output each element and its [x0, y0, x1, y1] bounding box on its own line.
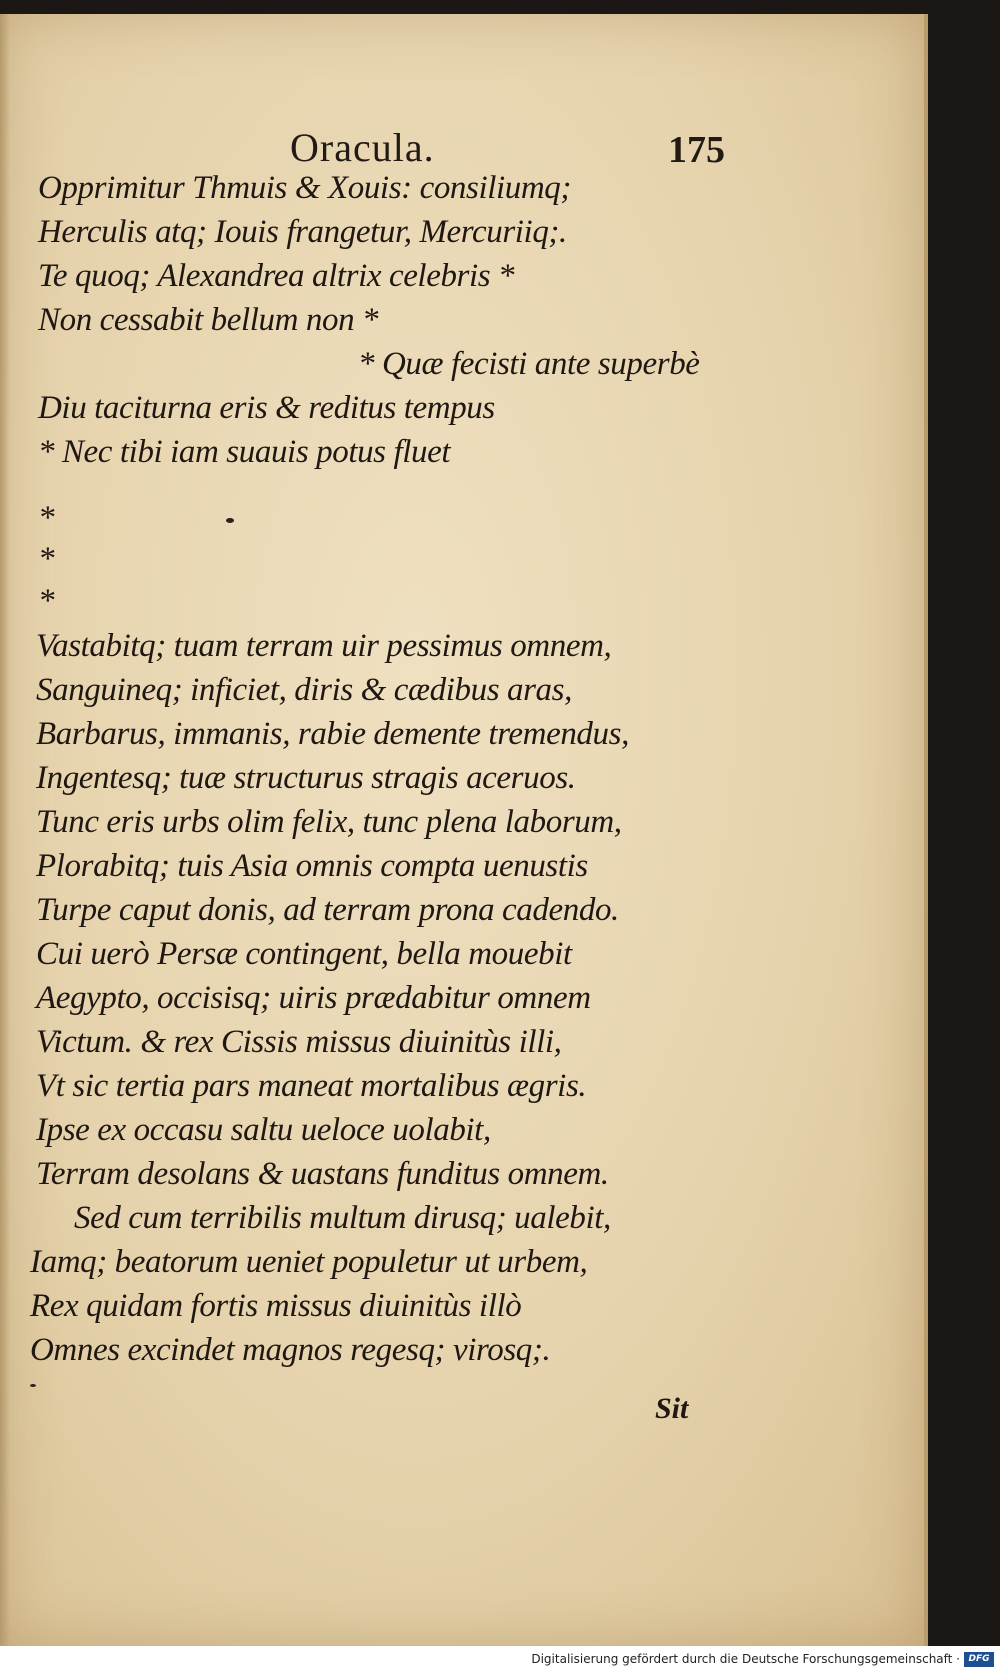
text-line: Sed cum terribilis multum dirusq; ualebit, [74, 1200, 611, 1236]
text-line: Vt sic tertia pars maneat mortalibus ægris. [36, 1068, 587, 1104]
text-line: Te quoq; Alexandrea altrix celebris * [38, 258, 515, 294]
text-line: Ingentesq; tuæ structurus stragis aceruos. [36, 760, 576, 796]
text-line: Ipse ex occasu saltu ueloce uolabit, [36, 1112, 491, 1148]
text-line: Sanguineq; inficiet, diris & cædibus aras, [36, 672, 572, 708]
text-line: Opprimitur Thmuis & Xouis: consiliumq; [38, 170, 571, 206]
funding-credit: Digitalisierung gefördert durch die Deutsche Forschungsgemeinschaft · [531, 1652, 960, 1666]
digitization-footer [0, 1646, 1000, 1674]
text-line: * Nec tibi iam suauis potus fluet [38, 434, 451, 470]
dfg-logo: DFG [964, 1652, 994, 1667]
text-line: Diu taciturna eris & reditus tempus [38, 390, 495, 426]
text-line: Barbarus, immanis, rabie demente tremendus, [36, 716, 629, 752]
text-line: * [38, 500, 55, 536]
text-line: Victum. & rex Cissis missus diuinitùs illi, [36, 1024, 562, 1060]
text-line: Iamq; beatorum ueniet populetur ut urbem, [30, 1244, 588, 1280]
text-line: Vastabitq; tuam terram uir pessimus omnem, [36, 628, 612, 664]
page-edge-shadow [0, 14, 10, 1646]
text-line: * [38, 541, 55, 577]
text-line: Turpe caput donis, ad terram prona cadendo. [36, 892, 619, 928]
catchword: Sit [655, 1392, 689, 1425]
page-number: 175 [668, 129, 725, 171]
text-line: Terram desolans & uastans funditus omnem. [36, 1156, 609, 1192]
ink-speck [226, 518, 234, 523]
scanned-page [0, 14, 928, 1646]
text-line: Rex quidam fortis missus diuinitùs illò [30, 1288, 522, 1324]
text-line: Non cessabit bellum non * [38, 302, 379, 338]
text-line: Omnes excindet magnos regesq; virosq;. [30, 1332, 551, 1368]
text-line: Cui uerò Persæ contingent, bella mouebit [36, 936, 572, 972]
text-line: Herculis atq; Iouis frangetur, Mercuriiq;. [38, 214, 567, 250]
text-line: * [38, 583, 55, 619]
text-line: Aegypto, occisisq; uiris prædabitur omnem [36, 980, 591, 1016]
text-line: * Quæ fecisti ante superbè [358, 346, 700, 382]
text-line: Tunc eris urbs olim felix, tunc plena laborum, [36, 804, 622, 840]
text-line: Plorabitq; tuis Asia omnis compta uenustis [36, 848, 588, 884]
ink-speck [30, 1384, 36, 1387]
running-head: Oracula. [290, 125, 435, 170]
